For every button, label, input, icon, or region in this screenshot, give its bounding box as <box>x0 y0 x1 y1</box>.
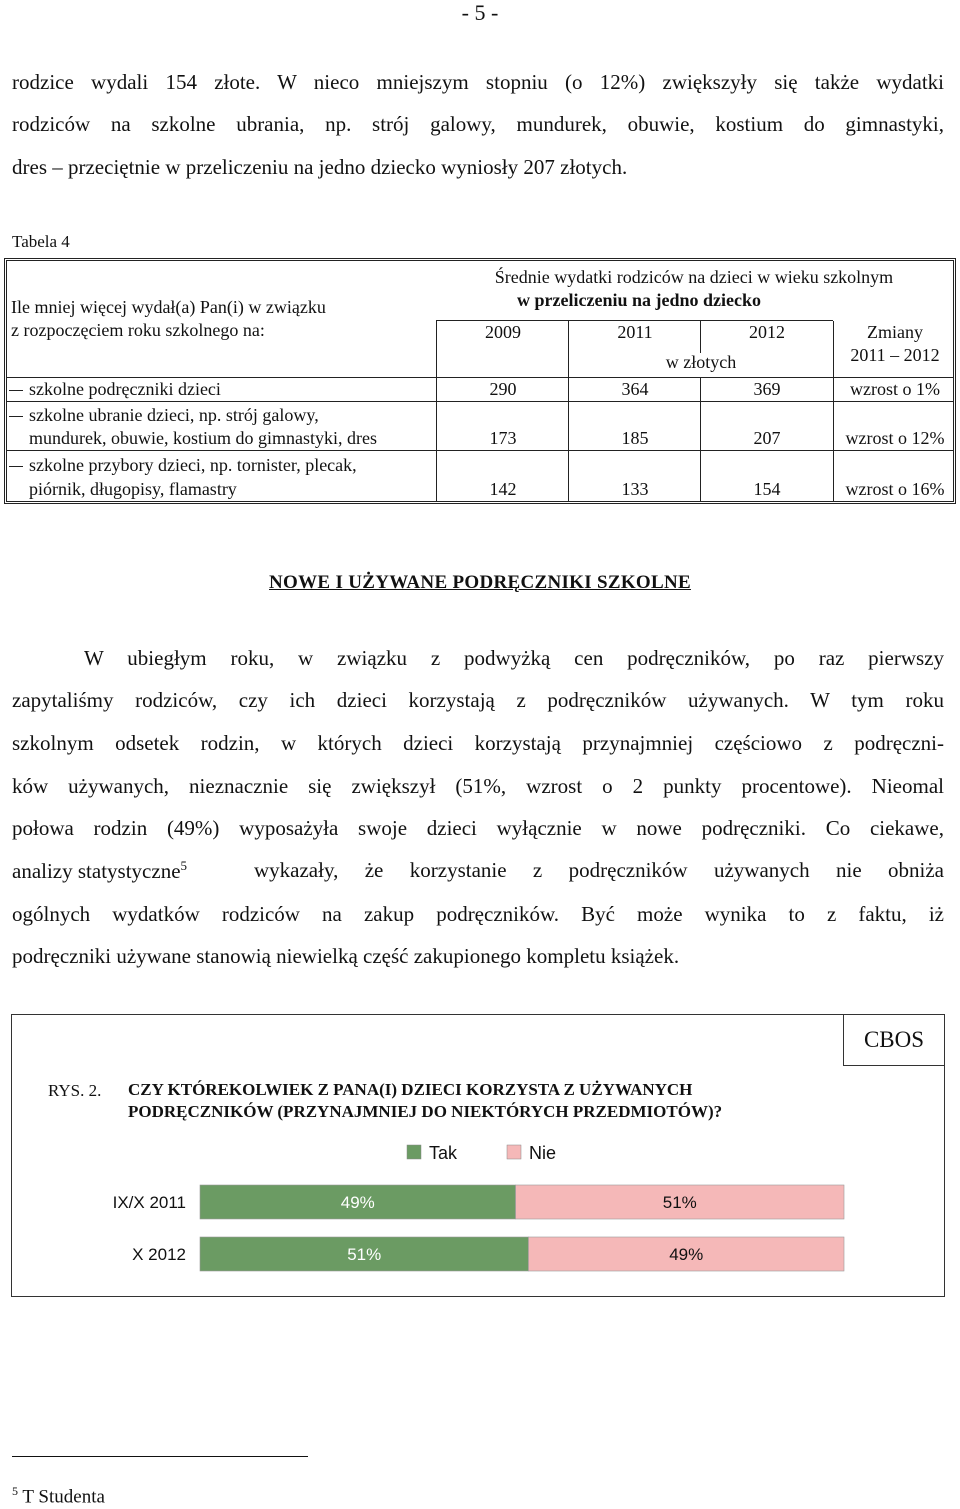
cell-2011: 133 <box>621 479 649 499</box>
figure-title: CZY KTÓREKOLWIEK Z PANA(I) DZIECI KORZYSTA Z UŻYWANYCH <box>128 1080 693 1099</box>
section-heading: NOWE I UŻYWANE PODRĘCZNIKI SZKOLNE <box>269 572 691 593</box>
cell-2009: 142 <box>489 479 517 499</box>
unit-label: w złotych <box>665 352 737 372</box>
table-header-subtitle: w przeliczeniu na jedno dziecko <box>517 290 761 310</box>
body-line: W ubiegłym roku, w związku z podwyżką cen podręczników, po raz pierwszy <box>84 646 944 670</box>
data-label: 51% <box>347 1245 382 1264</box>
expenses-table <box>4 258 956 504</box>
body-paragraph <box>12 646 944 986</box>
cell-2009: 290 <box>489 379 517 399</box>
intro-paragraph <box>12 70 944 190</box>
page-number: - 5 - <box>461 0 499 25</box>
data-label: 49% <box>669 1245 704 1264</box>
table-label: Tabela 4 <box>12 232 70 251</box>
table-question: Ile mniej więcej wydał(a) Pan(i) w związku <box>11 297 326 317</box>
figure-box <box>11 1014 945 1297</box>
changes-label: Zmiany <box>867 322 923 342</box>
cell-2011: 185 <box>621 428 649 448</box>
cell-change: wzrost o 16% <box>845 479 945 499</box>
data-label: 49% <box>340 1193 375 1212</box>
table-row-label: szkolne podręczniki dzieci <box>7 379 221 400</box>
table-row-label-cont: mundurek, obuwie, kostium do gimnastyki, dres <box>29 428 377 448</box>
table-row-label: szkolne przybory dzieci, np. tornister, plecak, <box>7 455 357 476</box>
table-row-label-cont: piórnik, długopisy, flamastry <box>29 479 237 499</box>
body-line: zapytaliśmy rodziców, czy ich dzieci korzystają z podręczników używanych. W tym roku <box>12 688 944 712</box>
cbos-logo: CBOS <box>843 1014 945 1066</box>
intro-line: rodzice wydali 154 złote. W nieco mniejszym stopniu (o 12%) zwiększyły się także wydatki <box>12 70 944 94</box>
body-line: ogólnych wydatków rodziców na zakup podręczników. Być może wynika to z faktu, iż <box>12 902 944 926</box>
intro-line: dres – przeciętnie w przeliczeniu na jedno dziecko wyniosły 207 złotych. <box>12 155 628 179</box>
intro-line: rodziców na szkolne ubrania, np. strój galowy, mundurek, obuwie, kostium do gimnastyki, <box>12 112 944 136</box>
table-question: z rozpoczęciem roku szkolnego na: <box>11 320 265 340</box>
cell-2011: 364 <box>621 379 649 399</box>
body-line: szkolnym odsetek rodzin, w których dzieci korzystają przynajmniej częściowo z podręczni- <box>12 731 944 755</box>
figure-label: RYS. 2. <box>48 1081 102 1100</box>
footnote: $^5$ T Studenta <box>12 1484 105 1508</box>
category-label: IX/X 2011 <box>112 1193 186 1212</box>
table-header-title: Średnie wydatki rodziców na dzieci w wieku szkolnym <box>494 267 894 287</box>
year-2012: 2012 <box>749 322 785 342</box>
figure-title: PODRĘCZNIKÓW (PRZYNAJMNIEJ DO NIEKTÓRYCH PRZEDMIOTÓW)? <box>128 1102 723 1121</box>
cell-2012: 207 <box>753 428 781 448</box>
legend-swatch-tak <box>407 1145 421 1159</box>
body-line: połowa rodzin (49%) wyposażyła swoje dzieci wyłącznie w nowe podręczniki. Co ciekawe, <box>12 816 944 840</box>
category-label: X 2012 <box>132 1245 186 1264</box>
footnote-rule <box>12 1456 308 1457</box>
cell-2012: 154 <box>753 479 781 499</box>
cell-2012: 369 <box>753 379 781 399</box>
changes-period: 2011 – 2012 <box>850 345 940 365</box>
year-2011: 2011 <box>617 322 653 342</box>
stacked-bar-chart <box>12 1015 943 1295</box>
body-line: ków używanych, nieznacznie się zwiększył (51%, wzrost o 2 punkty procentowe). Nieomal <box>12 774 944 798</box>
footnote-ref: 5 <box>180 858 188 873</box>
year-2009: 2009 <box>485 322 521 342</box>
legend-swatch-nie <box>507 1145 521 1159</box>
cell-change: wzrost o 12% <box>845 428 945 448</box>
legend-label-tak: Tak <box>429 1143 458 1163</box>
table-row-label: szkolne ubranie dzieci, np. strój galowy, <box>7 405 319 426</box>
cell-change: wzrost o 1% <box>850 379 940 399</box>
legend-label-nie: Nie <box>529 1143 557 1163</box>
body-line: podręczniki używane stanowią niewielką część zakupionego kompletu książek. <box>12 944 680 968</box>
cell-2009: 173 <box>489 428 517 448</box>
body-line: analizy statystyczne$^5$ wykazały, że korzystanie z podręczników używanych nie obniża <box>12 858 944 883</box>
data-label: 51% <box>662 1193 697 1212</box>
